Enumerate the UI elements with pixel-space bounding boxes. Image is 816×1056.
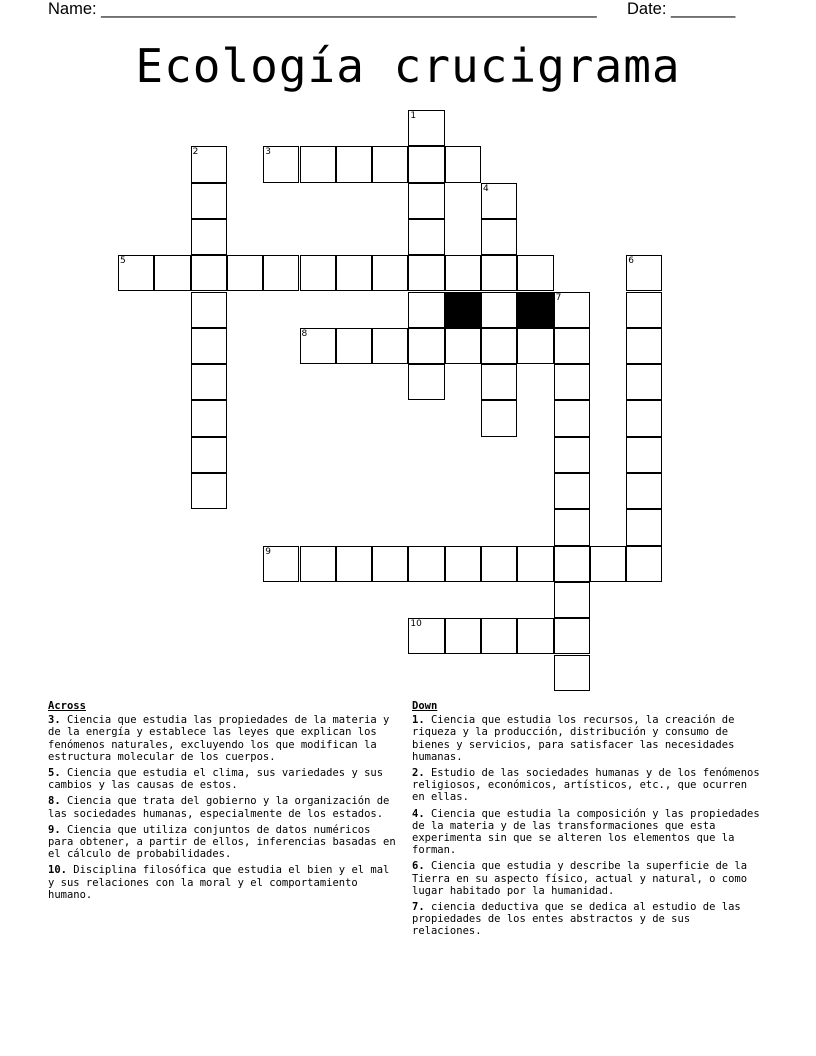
grid-cell[interactable] <box>626 364 662 400</box>
grid-cell[interactable] <box>408 292 444 328</box>
grid-cell[interactable] <box>372 255 408 291</box>
clue-text: Estudio de las sociedades humanas y de los fenómenos religiosos, económicos, artísticos, etc., que ocurren en ellas. <box>412 767 760 804</box>
grid-cell[interactable] <box>336 146 372 182</box>
grid-cell[interactable] <box>554 509 590 545</box>
grid-cell[interactable] <box>227 255 263 291</box>
grid-cell[interactable] <box>626 546 662 582</box>
clue-number: 5 <box>120 256 126 267</box>
clue-number: 4 <box>483 183 489 194</box>
grid-cell[interactable] <box>191 255 227 291</box>
across-clue <box>48 864 400 901</box>
grid-cell[interactable] <box>445 146 481 182</box>
clue-number: 8 <box>301 328 308 339</box>
down-heading: Down <box>412 700 438 712</box>
down-clue <box>412 767 764 804</box>
clue-number-label: 6. <box>412 860 425 873</box>
grid-cell[interactable] <box>481 364 517 400</box>
down-clue <box>412 714 764 763</box>
grid-cell[interactable] <box>336 546 372 582</box>
grid-cell[interactable] <box>408 219 444 255</box>
grid-cell[interactable] <box>408 255 444 291</box>
clue-text: Ciencia que trata del gobierno y la organización de las sociedades humanas, especialmente de los estados. <box>48 795 390 820</box>
grid-cell[interactable] <box>554 328 590 364</box>
grid-cell[interactable] <box>626 255 662 291</box>
grid-cell[interactable] <box>554 582 590 618</box>
grid-cell[interactable] <box>154 255 190 291</box>
grid-cell[interactable] <box>626 328 662 364</box>
grid-cell[interactable] <box>481 183 517 219</box>
page-title: Ecología crucigrama <box>135 39 681 93</box>
grid-cell[interactable] <box>554 292 590 328</box>
grid-cell[interactable] <box>372 328 408 364</box>
grid-cell[interactable] <box>263 255 299 291</box>
grid-cell[interactable] <box>481 618 517 654</box>
grid-cell[interactable] <box>300 546 336 582</box>
clue-text: Ciencia que estudia el clima, sus variedades y sus cambios y las causas de estos. <box>48 767 384 792</box>
down-clue-list <box>412 714 764 937</box>
grid-cell[interactable] <box>300 255 336 291</box>
grid-cell[interactable] <box>191 400 227 436</box>
down-clue <box>412 901 764 938</box>
black-cell <box>445 292 481 328</box>
grid-cell[interactable] <box>408 328 444 364</box>
grid-cell[interactable] <box>191 219 227 255</box>
clue-number-label: 1. <box>412 714 425 727</box>
grid-cell[interactable] <box>118 255 154 291</box>
grid-cell[interactable] <box>408 110 444 146</box>
across-clue <box>48 824 400 861</box>
across-clue <box>48 795 400 819</box>
date-field[interactable]: Date: _______ <box>627 0 736 18</box>
grid-cell[interactable] <box>626 400 662 436</box>
grid-cell[interactable] <box>481 400 517 436</box>
grid-cell[interactable] <box>481 292 517 328</box>
clue-number-label: 3. <box>48 714 61 727</box>
down-clue <box>412 860 764 897</box>
clue-number: 10 <box>410 619 422 630</box>
across-clues <box>48 700 400 905</box>
grid-cell[interactable] <box>372 546 408 582</box>
clue-number-label: 5. <box>48 767 61 780</box>
grid-cell[interactable] <box>191 437 227 473</box>
clue-text: Ciencia que estudia y describe la superficie de la Tierra en su aspecto físico, actual y natural, o como lugar habitado por la humanidad. <box>412 860 748 897</box>
across-clue <box>48 767 400 791</box>
down-clue <box>412 808 764 857</box>
clue-number: 6 <box>628 256 634 267</box>
grid-cell[interactable] <box>626 292 662 328</box>
clue-number-label: 7. <box>412 901 425 914</box>
grid-cell[interactable] <box>191 292 227 328</box>
grid-cell[interactable] <box>590 546 626 582</box>
clue-text: ciencia deductiva que se dedica al estudio de las propiedades de los entes abstractos y de sus relaciones. <box>412 901 741 938</box>
grid-cell[interactable] <box>372 146 408 182</box>
clue-number: 7 <box>555 292 562 303</box>
grid-cell[interactable] <box>408 183 444 219</box>
grid-cell[interactable] <box>263 146 299 182</box>
grid-cell[interactable] <box>554 364 590 400</box>
grid-cell[interactable] <box>445 618 481 654</box>
clue-text: Ciencia que estudia las propiedades de la materia y de la energía y establece las leyes que explican los fenómenos naturales, excluyendo los que modifican la estructura molecular de los cuerpos. <box>48 714 390 763</box>
grid-cell[interactable] <box>554 618 590 654</box>
clue-text: Ciencia que utiliza conjuntos de datos numéricos para obtener, a partir de ellos, inferencias basadas en el cálculo de probabilidades. <box>48 823 396 861</box>
grid-cell[interactable] <box>517 255 553 291</box>
grid-cell[interactable] <box>554 546 590 582</box>
clue-number: 3 <box>265 147 271 158</box>
name-field[interactable]: Name: ______________________________________________________ <box>48 0 597 18</box>
grid-cell[interactable] <box>408 546 444 582</box>
grid-cell[interactable] <box>554 437 590 473</box>
grid-cell[interactable] <box>191 146 227 182</box>
clue-text: Disciplina filosófica que estudia el bien y el mal y sus relaciones con la moral y el comportamiento humano. <box>48 864 390 901</box>
clue-number: 2 <box>192 147 199 158</box>
across-clue <box>48 714 400 763</box>
clue-number-label: 9. <box>48 823 61 836</box>
grid-cell[interactable] <box>300 146 336 182</box>
grid-cell[interactable] <box>481 219 517 255</box>
grid-cell[interactable] <box>445 255 481 291</box>
across-clue-list <box>48 714 400 901</box>
grid-cell[interactable] <box>336 255 372 291</box>
across-heading: Across <box>48 700 86 712</box>
clue-number-label: 8. <box>48 795 61 808</box>
clue-number: 1 <box>410 111 417 121</box>
clue-number-label: 2. <box>412 767 425 780</box>
clue-number: 9 <box>265 546 271 557</box>
grid-cell[interactable] <box>300 328 336 364</box>
grid-cell[interactable] <box>408 364 444 400</box>
clue-number-label: 4. <box>412 807 425 820</box>
grid-cell[interactable] <box>408 618 444 654</box>
clue-text: Ciencia que estudia los recursos, la creación de riqueza y la producción, distribución y consumo de bienes y servicios, para satisfacer las necesidades humanas. <box>412 714 735 763</box>
grid-cell[interactable] <box>445 546 481 582</box>
clue-text: Ciencia que estudia la composición y las propiedades de la materia y de las transformaciones que esta experimenta sin que se alteren los elementos que la forman. <box>412 807 760 857</box>
grid-cell[interactable] <box>191 364 227 400</box>
grid-cell[interactable] <box>263 546 299 582</box>
grid-cell[interactable] <box>517 546 553 582</box>
grid-cell[interactable] <box>517 328 553 364</box>
grid-cell[interactable] <box>191 473 227 509</box>
grid-cell[interactable] <box>481 328 517 364</box>
grid-cell[interactable] <box>481 546 517 582</box>
grid-cell[interactable] <box>626 437 662 473</box>
black-cell <box>517 292 553 328</box>
grid-cell[interactable] <box>626 473 662 509</box>
grid-cell[interactable] <box>191 328 227 364</box>
grid-cell[interactable] <box>554 473 590 509</box>
clue-number-label: 10. <box>48 864 67 877</box>
grid-cell[interactable] <box>336 328 372 364</box>
grid-cell[interactable] <box>517 618 553 654</box>
grid-cell[interactable] <box>626 509 662 545</box>
down-clues <box>412 700 764 942</box>
grid-cell[interactable] <box>481 255 517 291</box>
grid-cell[interactable] <box>191 183 227 219</box>
grid-cell[interactable] <box>554 655 590 691</box>
grid-cell[interactable] <box>445 328 481 364</box>
grid-cell[interactable] <box>554 400 590 436</box>
header <box>48 0 748 20</box>
grid-cell[interactable] <box>408 146 444 182</box>
